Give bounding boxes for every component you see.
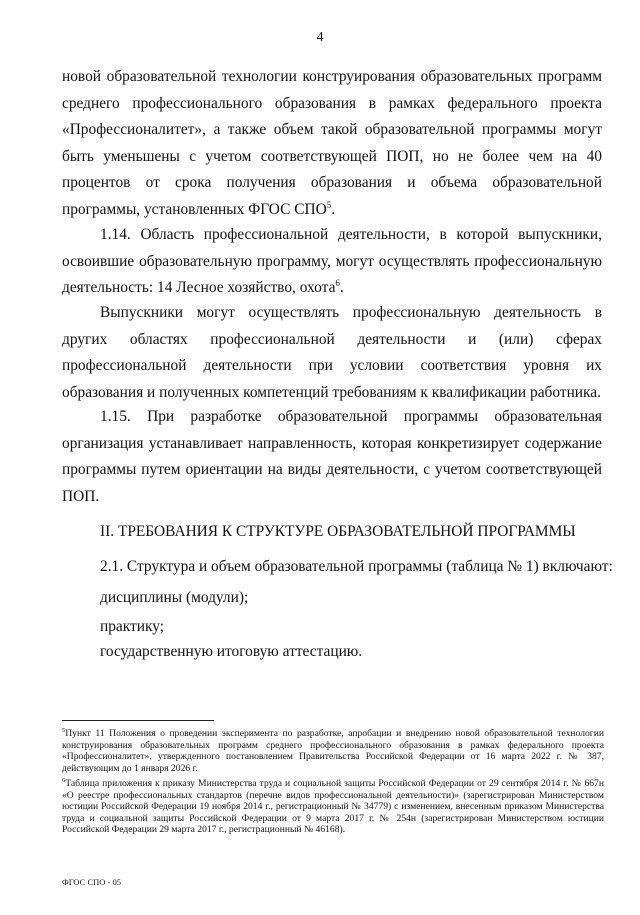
footnote-text: Пункт 11 Положения о проведении эксперимента по разработке, апробации и внедрению новой образовательной технологии конструирования образовательных программ среднего профессионального образования в рамках федерального проекта «Профессионалитет», утвержденного постановлением Правительства Российской Федерации от 16 марта 2022 г. № 387, действующим до 1 января 2026 г. (62, 728, 604, 774)
list-item: государственную итоговую аттестацию. (100, 643, 363, 660)
footnote-marker: 6 (62, 776, 66, 784)
page-number: 4 (316, 30, 324, 45)
footer-code: ФГОС СПО - 05 (62, 877, 121, 887)
footnote-5 (62, 728, 604, 774)
paragraph-continuation (62, 64, 602, 224)
list-item: дисциплины (модули); (100, 589, 249, 606)
footnote-text: Таблица приложения к приказу Министерства труда и социальной защиты Российской Федерации от 29 сентября 2014 г. № 667н «О реестре профессиональных стандартов (перечне видов профессиональной деятельности)» (зарегистрирован Министерством юстиции Российской Федерации 19 ноября 2014 г., регистрационный № 34779) с изменением, внесенным приказом Министерства труда и социальной защиты Российской Федерации от 9 марта 2017 г. № 254н (зарегистрирован Министерством юстиции Российской Федерации 29 марта 2017 г., регистрационный № 46168). (62, 778, 604, 836)
paragraph-end: . (339, 279, 344, 297)
footnote-6 (62, 778, 604, 836)
footnote-ref: 6 (335, 278, 340, 289)
paragraph-text: новой образовательной технологии конструирования образовательных программ среднего профессионального образования в рамках федерального проекта «Профессионалитет», а также объем такой образовательной программы могут быть уменьшены с учетом соответствующей ПОП, но не более чем на 40 процентов от срока получения образования и объема образовательной программы, установленных ФГОС СПО (62, 68, 602, 218)
footnote-divider (62, 720, 214, 721)
footnote-marker: 5 (62, 726, 66, 734)
paragraph-graduates: Выпускники могут осуществлять профессиональную деятельность в других областях профессиональной деятельности и (или) сферах профессиональной деятельности при условии соответствия уровня их образования и полученных компетенций требованиям к квалификации работника. (62, 304, 602, 401)
section-heading: II. ТРЕБОВАНИЯ К СТРУКТУРЕ ОБРАЗОВАТЕЛЬНОЙ ПРОГРАММЫ (100, 523, 576, 540)
paragraph-text: 1.14. Область профессиональной деятельности, в которой выпускники, освоившие образовательную программу, могут осуществлять профессиональную деятельность: 14 Лесное хозяйство, охота (62, 226, 602, 297)
structure-intro: 2.1. Структура и объем образовательной программы (таблица № 1) включают: (100, 558, 613, 575)
paragraph-1-15: 1.15. При разработке образовательной программы образовательная организация устанавливает направленность, которая конкретизирует содержание программы путем ориентации на виды деятельности, с учетом соответствующей ПОП. (62, 408, 602, 505)
list-item: практику; (100, 618, 165, 635)
paragraph-1-14 (62, 222, 602, 302)
footnote-ref: 5 (326, 199, 332, 210)
paragraph-end: . (331, 200, 336, 218)
